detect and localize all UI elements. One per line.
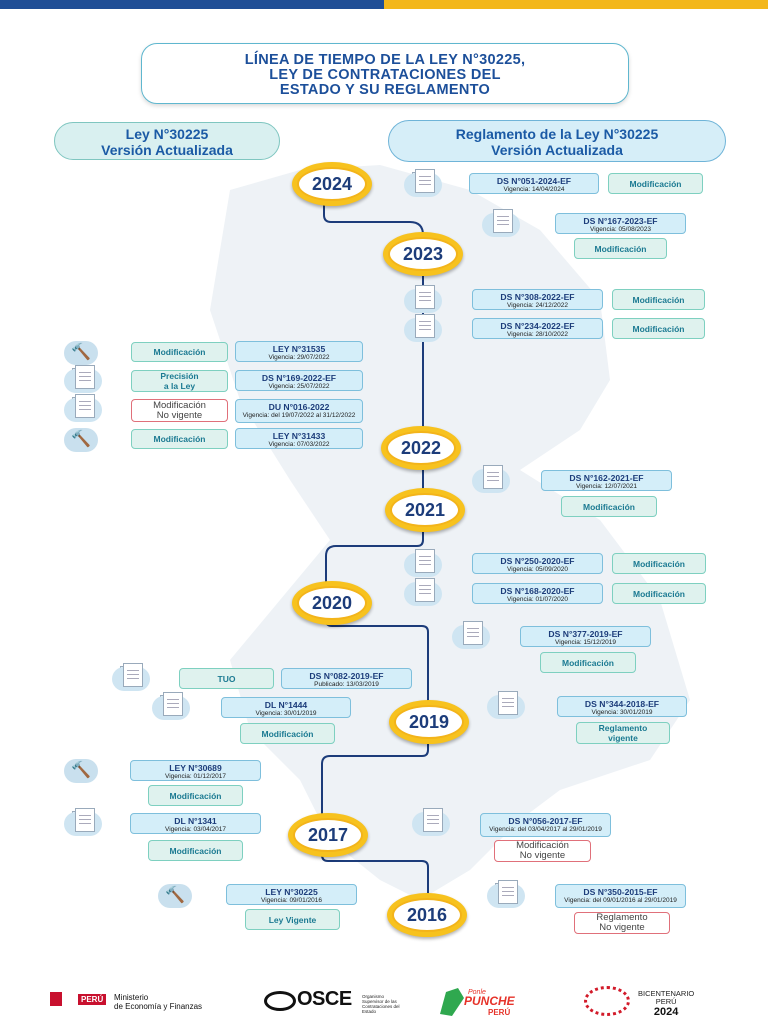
entry-ds-377-2019: DS N°377-2019-EF Vigencia: 15/12/2019 bbox=[520, 626, 651, 647]
year-node-2021: 2021 bbox=[385, 488, 465, 532]
peru-shield-icon bbox=[50, 992, 62, 1006]
bicentenario-emblem-icon bbox=[584, 986, 630, 1016]
entry-ley-31433: LEY N°31433 Vigencia: 07/03/2022 bbox=[235, 428, 363, 449]
entry-ds-344-2018: DS N°344-2018-EF Vigencia: 30/01/2019 bbox=[557, 696, 687, 717]
document-icon bbox=[64, 398, 102, 422]
status-tag: Modificación bbox=[131, 342, 228, 362]
left-column-header bbox=[54, 122, 280, 160]
document-icon bbox=[482, 213, 520, 237]
peru-label: PERÚ bbox=[78, 994, 106, 1005]
osce-subtitle: Organismo Supervisor de las Contrataciones del Estado bbox=[362, 994, 400, 1014]
document-icon bbox=[487, 695, 525, 719]
status-tag: Reglamento No vigente bbox=[574, 912, 670, 934]
entry-ds-350-2015: DS N°350-2015-EF Vigencia: del 09/01/2016 al 29/01/2019 bbox=[555, 884, 686, 908]
entry-ds-234-2022: DS N°234-2022-EF Vigencia: 28/10/2022 bbox=[472, 318, 603, 339]
title-line-3: ESTADO Y SU REGLAMENTO bbox=[279, 82, 491, 98]
title-line-2: LEY DE CONTRATACIONES DEL bbox=[269, 67, 501, 83]
document-icon bbox=[64, 812, 102, 836]
entry-ds-167-2023: DS N°167-2023-EF Vigencia: 05/08/2023 bbox=[555, 213, 686, 234]
entry-ley-31535: LEY N°31535 Vigencia: 29/07/2022 bbox=[235, 341, 363, 362]
right-header-line-1: Reglamento de la Ley N°30225 bbox=[455, 126, 659, 142]
document-icon bbox=[404, 289, 442, 313]
svg-text:PUNCHE: PUNCHE bbox=[464, 994, 515, 1008]
document-icon bbox=[64, 369, 102, 393]
ponle-punche-logo bbox=[438, 984, 534, 1018]
document-icon bbox=[487, 884, 525, 908]
document-icon bbox=[452, 625, 490, 649]
document-icon bbox=[112, 667, 150, 691]
status-tag: Modificación bbox=[561, 496, 657, 517]
document-icon bbox=[404, 553, 442, 577]
status-tag: Ley Vigente bbox=[245, 909, 340, 930]
year-node-2022: 2022 bbox=[381, 426, 461, 470]
status-tag: Modificación bbox=[131, 429, 228, 449]
status-tag: Precisión a la Ley bbox=[131, 370, 228, 392]
entry-du-016-2022: DU N°016-2022 Vigencia: del 19/07/2022 al 31/12/2022 bbox=[235, 399, 363, 423]
status-tag: Modificación No vigente bbox=[131, 399, 228, 422]
year-node-2023: 2023 bbox=[383, 232, 463, 276]
bicentenario-label: BICENTENARIO PERÚ 2024 bbox=[638, 989, 695, 1018]
entry-dl-1341: DL N°1341 Vigencia: 03/04/2017 bbox=[130, 813, 261, 834]
entry-dl-1444: DL N°1444 Vigencia: 30/01/2019 bbox=[221, 697, 351, 718]
document-icon bbox=[472, 469, 510, 493]
gavel-icon: 🔨 bbox=[158, 884, 192, 908]
status-tag: Modificación bbox=[612, 583, 706, 604]
gavel-icon: 🔨 bbox=[64, 341, 98, 365]
entry-ds-168-2020: DS N°168-2020-EF Vigencia: 01/07/2020 bbox=[472, 583, 603, 604]
status-tag: Modificación bbox=[612, 289, 705, 310]
title-box bbox=[141, 43, 629, 104]
left-header-line-2: Versión Actualizada bbox=[101, 142, 233, 158]
status-tag: Modificación bbox=[574, 238, 667, 259]
svg-text:Ponle: Ponle bbox=[468, 989, 486, 996]
status-tag: TUO bbox=[179, 668, 274, 689]
status-tag: Reglamento vigente bbox=[576, 722, 670, 744]
year-node-2024: 2024 bbox=[292, 162, 372, 206]
entry-ds-162-2021: DS N°162-2021-EF Vigencia: 12/07/2021 bbox=[541, 470, 672, 491]
peru-map-silhouette bbox=[210, 165, 690, 900]
entry-ley-30689: LEY N°30689 Vigencia: 01/12/2017 bbox=[130, 760, 261, 781]
status-tag: Modificación bbox=[608, 173, 703, 194]
osce-logo-text: OSCE bbox=[297, 988, 352, 1010]
status-tag: Modificación bbox=[148, 840, 243, 861]
gavel-icon: 🔨 bbox=[64, 759, 98, 783]
year-node-2019: 2019 bbox=[389, 700, 469, 744]
document-icon bbox=[152, 696, 190, 720]
osce-logo-icon bbox=[264, 991, 296, 1011]
document-icon bbox=[404, 582, 442, 606]
status-tag: Modificación bbox=[540, 652, 636, 673]
document-icon bbox=[404, 173, 442, 197]
status-tag: Modificación bbox=[148, 785, 243, 806]
title-line-1: LÍNEA DE TIEMPO DE LA LEY N°30225, bbox=[244, 52, 526, 68]
entry-ds-308-2022: DS N°308-2022-EF Vigencia: 24/12/2022 bbox=[472, 289, 603, 310]
status-tag: Modificación bbox=[612, 553, 706, 574]
gavel-icon: 🔨 bbox=[64, 428, 98, 452]
entry-ds-082-2019: DS N°082-2019-EF Publicado: 13/03/2019 bbox=[281, 668, 412, 689]
year-node-2017: 2017 bbox=[288, 813, 368, 857]
entry-ds-051-2024: DS N°051-2024-EF Vigencia: 14/04/2024 bbox=[469, 173, 599, 194]
entry-ds-056-2017: DS N°056-2017-EF Vigencia: del 03/04/2017 al 29/01/2019 bbox=[480, 813, 611, 837]
left-header-line-1: Ley N°30225 bbox=[125, 126, 209, 142]
entry-ds-169-2022: DS N°169-2022-EF Vigencia: 25/07/2022 bbox=[235, 370, 363, 391]
year-node-2020: 2020 bbox=[292, 581, 372, 625]
right-header-line-2: Versión Actualizada bbox=[491, 142, 623, 158]
status-tag: Modificación No vigente bbox=[494, 840, 591, 862]
entry-ley-30225: LEY N°30225 Vigencia: 09/01/2016 bbox=[226, 884, 357, 905]
year-node-2016: 2016 bbox=[387, 893, 467, 937]
svg-text:PERÚ: PERÚ bbox=[488, 1008, 511, 1017]
status-tag: Modificación bbox=[240, 723, 335, 744]
ministerio-label: Ministerio de Economía y Finanzas bbox=[114, 993, 203, 1011]
entry-ds-250-2020: DS N°250-2020-EF Vigencia: 05/09/2020 bbox=[472, 553, 603, 574]
right-column-header bbox=[388, 120, 726, 162]
document-icon bbox=[404, 318, 442, 342]
document-icon bbox=[412, 812, 450, 836]
status-tag: Modificación bbox=[612, 318, 705, 339]
